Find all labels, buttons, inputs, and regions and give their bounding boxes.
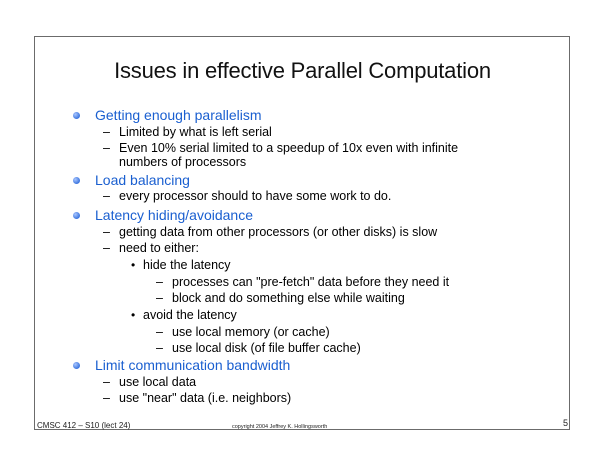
slide-title: Issues in effective Parallel Computation	[114, 58, 491, 83]
dash-icon: –	[156, 341, 163, 355]
small-bullet-icon: •	[131, 308, 136, 322]
footer-course: CMSC 412 – S10 (lect 24)	[37, 421, 131, 430]
bullet-4-text: Limit communication bandwidth	[95, 357, 291, 373]
footer-copyright: copyright 2004 Jeffrey K. Hollingsworth	[232, 424, 328, 430]
dash-icon: –	[103, 141, 110, 155]
dash-icon: –	[156, 291, 163, 305]
bullet-icon	[73, 112, 80, 119]
dash-icon: –	[103, 225, 110, 239]
dash-icon: –	[103, 189, 110, 203]
bullet-3-sub-1: getting data from other processors (or other disks) is slow	[119, 225, 438, 239]
bullet-3-sub-2: need to either:	[119, 241, 199, 255]
bullet-3-subsub-1: hide the latency	[143, 258, 231, 272]
bullet-3-text: Latency hiding/avoidance	[95, 207, 254, 223]
dash-icon: –	[103, 391, 110, 405]
dash-icon: –	[103, 375, 110, 389]
bullet-3-subsub-1-item-1: processes can "pre-fetch" data before they need it	[172, 275, 450, 289]
dash-icon: –	[103, 125, 110, 139]
bullet-3-subsub-2-item-2: use local disk (of file buffer cache)	[172, 341, 361, 355]
bullet-icon	[73, 212, 80, 219]
small-bullet-icon: •	[131, 258, 136, 272]
bullet-1-sub-2-cont: numbers of processors	[119, 155, 247, 169]
dash-icon: –	[156, 275, 163, 289]
bullet-2-text: Load balancing	[95, 172, 190, 188]
bullet-3-subsub-1-item-2: block and do something else while waiting	[172, 291, 405, 305]
bullet-icon	[73, 362, 80, 369]
bullet-1-sub-1: Limited by what is left serial	[119, 125, 272, 139]
bullet-4-sub-2: use "near" data (i.e. neighbors)	[119, 391, 292, 405]
page-number: 5	[563, 418, 569, 428]
bullet-3-subsub-2: avoid the latency	[143, 308, 237, 322]
bullet-4-sub-1: use local data	[119, 375, 197, 389]
bullet-2-sub-1: every processor should to have some work to do.	[119, 189, 392, 203]
dash-icon: –	[103, 241, 110, 255]
bullet-1-sub-2: Even 10% serial limited to a speedup of 10x even with infinite	[119, 141, 459, 155]
bullet-1-text: Getting enough parallelism	[95, 107, 262, 123]
bullet-3-subsub-2-item-1: use local memory (or cache)	[172, 325, 330, 339]
dash-icon: –	[156, 325, 163, 339]
bullet-icon	[73, 177, 80, 184]
